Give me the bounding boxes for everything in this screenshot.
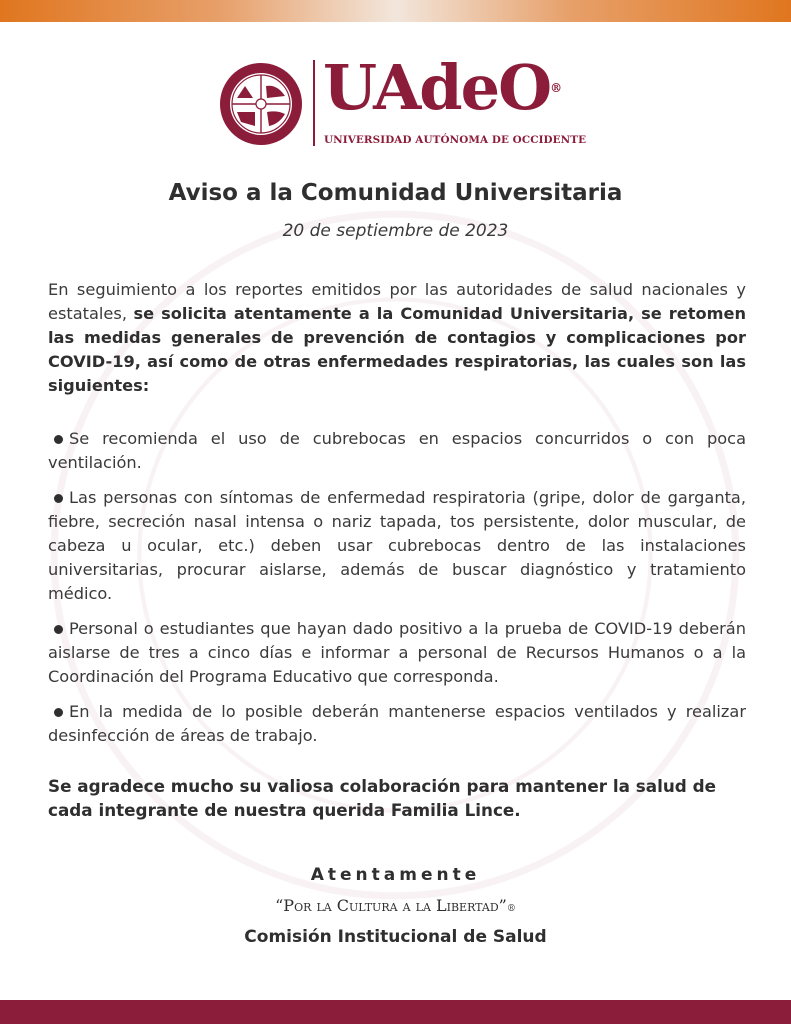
bullet-icon <box>54 625 63 634</box>
intro-plain-text: En seguimiento a los reportes emitidos por las autoridades de salud nacionales y estatales, <box>48 280 746 323</box>
university-motto: “Por la Cultura a la Libertad”® <box>275 896 516 915</box>
thanks-message: Se agradece mucho su valiosa colaboración para mantener la salud de cada integrante de nuestra querida Familia Lince. <box>48 776 717 820</box>
bullet-icon <box>54 708 63 717</box>
university-logo <box>219 51 587 150</box>
notice-intro <box>48 278 746 398</box>
top-accent-bar <box>0 0 791 22</box>
university-seal-icon <box>219 62 303 146</box>
notice-date: 20 de septiembre de 2023 <box>282 221 509 241</box>
list-item: En la medida de lo posible deberán mantenerse espacios ventilados y realizar desinfección de áreas de trabajo. <box>48 702 746 745</box>
notice-title: Aviso a la Comunidad Universitaria <box>168 180 623 206</box>
bullet-icon <box>54 494 63 503</box>
list-item: Personal o estudiantes que hayan dado positivo a la prueba de COVID-19 deberán aislarse de tres a cinco días e informar a personal de Recursos Humanos o a la Coordinación del Programa Educativo que corresponda. <box>48 619 746 686</box>
bottom-accent-bar <box>0 1000 791 1024</box>
closing-salutation: Atentamente <box>310 865 481 885</box>
uadeo-wordmark: UAdeO® <box>323 51 561 124</box>
university-name: UNIVERSIDAD AUTÓNOMA DE OCCIDENTE <box>324 134 587 146</box>
measures-list <box>48 427 746 759</box>
list-item: Las personas con síntomas de enfermedad respiratoria (gripe, dolor de garganta, fiebre, secreción nasal intensa o nariz tapada, tos persistente, dolor muscular, de cabeza u ocular, etc.) deben usar cubrebocas dentro de las instalaciones universitarias, procurar aislarse, además de buscar diagnóstico y tratamiento médico. <box>48 488 746 603</box>
signature: Comisión Institucional de Salud <box>244 927 547 947</box>
list-item: Se recomienda el uso de cubrebocas en espacios concurridos o con poca ventilación. <box>48 429 746 472</box>
bullet-icon <box>54 435 63 444</box>
logo-divider <box>313 60 315 146</box>
intro-bold-text: se solicita atentamente a la Comunidad Universitaria, se retomen las medidas generales de prevención de contagios y complicaciones por COVID-19, así como de otras enfermedades respiratorias, las cuales son las siguientes: <box>48 304 746 395</box>
